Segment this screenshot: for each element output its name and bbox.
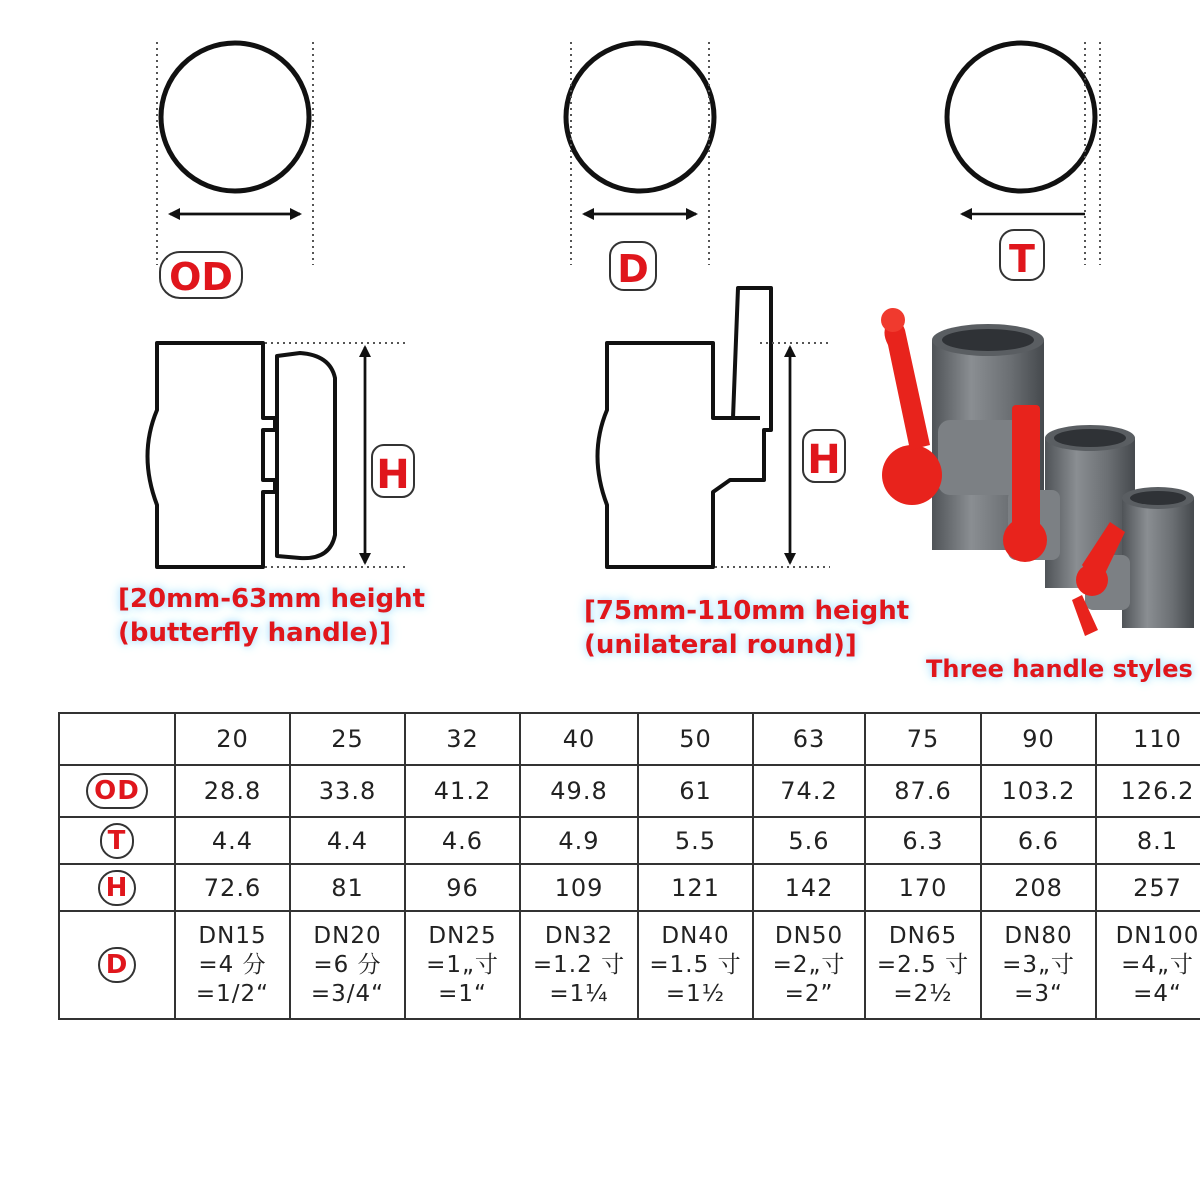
table-cell: 87.6 xyxy=(865,765,981,817)
valve-photo xyxy=(881,308,1194,636)
dn-value: DN100 xyxy=(1115,922,1200,949)
chinese-size: =1„寸 xyxy=(426,951,499,978)
svg-text:D: D xyxy=(617,247,649,291)
od-label xyxy=(160,252,242,299)
h-row xyxy=(59,864,1200,911)
t-label xyxy=(1000,230,1044,281)
chinese-size: =1.2 寸 xyxy=(532,951,626,978)
handle-styles-text: Three handle styles xyxy=(926,655,1193,683)
d-circle-figure xyxy=(566,42,714,265)
butterfly-valve-outline xyxy=(148,343,336,567)
table-cell xyxy=(981,911,1096,1019)
table-cell: 257 xyxy=(1096,864,1200,911)
size-cell: 32 xyxy=(405,713,520,765)
table-cell: 4.4 xyxy=(175,817,290,864)
table-cell: 96 xyxy=(405,864,520,911)
row-label-cell xyxy=(59,864,175,911)
chinese-size: =4 分 xyxy=(198,951,267,978)
row-label-cell xyxy=(59,817,175,864)
svg-text:H: H xyxy=(376,452,410,498)
inch-size: =2” xyxy=(784,980,834,1007)
size-cell: 63 xyxy=(753,713,865,765)
header-corner-cell xyxy=(59,713,175,765)
table-cell: 170 xyxy=(865,864,981,911)
table-cell: 6.3 xyxy=(865,817,981,864)
table-cell: 41.2 xyxy=(405,765,520,817)
table-cell xyxy=(865,911,981,1019)
od-row xyxy=(59,765,1200,817)
table-cell xyxy=(405,911,520,1019)
od-row-badge: OD xyxy=(86,773,148,809)
table-cell: 4.6 xyxy=(405,817,520,864)
svg-text:OD: OD xyxy=(169,255,233,299)
table-cell xyxy=(175,911,290,1019)
table-cell xyxy=(520,911,638,1019)
t-row xyxy=(59,817,1200,864)
chinese-size: =2„寸 xyxy=(772,951,846,978)
handle-styles-caption xyxy=(926,652,1193,686)
inch-size: =1½ xyxy=(665,980,726,1007)
dn-value: DN32 xyxy=(544,922,614,949)
table-cell: 72.6 xyxy=(175,864,290,911)
butterfly-h-label xyxy=(372,445,414,498)
dn-value: DN40 xyxy=(661,922,730,949)
dn-value: DN25 xyxy=(428,922,497,949)
chinese-size: =3„寸 xyxy=(1002,951,1075,978)
row-label-cell xyxy=(59,765,175,817)
table-cell: 121 xyxy=(638,864,753,911)
table-cell xyxy=(1096,911,1200,1019)
table-cell: 126.2 xyxy=(1096,765,1200,817)
inch-size: =3“ xyxy=(1014,980,1063,1007)
size-cell: 50 xyxy=(638,713,753,765)
table-cell: 61 xyxy=(638,765,753,817)
size-header-row xyxy=(59,713,1200,765)
table-cell: 28.8 xyxy=(175,765,290,817)
dn-value: DN15 xyxy=(198,922,267,949)
butterfly-caption xyxy=(118,582,425,650)
inch-size: =1¼ xyxy=(549,980,609,1007)
inch-size: =1/2“ xyxy=(195,980,270,1007)
size-cell: 40 xyxy=(520,713,638,765)
d-row xyxy=(59,911,1200,1019)
table-cell: 6.6 xyxy=(981,817,1096,864)
row-label-cell xyxy=(59,911,175,1019)
table-cell xyxy=(753,911,865,1019)
unilateral-caption xyxy=(584,594,909,662)
size-cell: 25 xyxy=(290,713,405,765)
chinese-size: =4„寸 xyxy=(1121,951,1194,978)
table-cell: 109 xyxy=(520,864,638,911)
h-row-badge: H xyxy=(98,870,137,906)
d-label xyxy=(610,242,656,291)
inch-size: =1“ xyxy=(438,980,487,1007)
chinese-size: =2.5 寸 xyxy=(876,951,970,978)
od-circle-figure xyxy=(157,42,313,265)
table-cell: 81 xyxy=(290,864,405,911)
butterfly-caption-line1: [20mm-63mm height xyxy=(118,584,426,614)
unilateral-caption-line1: [75mm-110mm height xyxy=(584,596,910,626)
table-cell: 142 xyxy=(753,864,865,911)
dn-value: DN80 xyxy=(1004,922,1073,949)
t-row-badge: T xyxy=(100,823,135,859)
table-cell: 103.2 xyxy=(981,765,1096,817)
dn-value: DN50 xyxy=(774,922,844,949)
table-cell: 49.8 xyxy=(520,765,638,817)
dn-value: DN20 xyxy=(313,922,382,949)
size-cell: 90 xyxy=(981,713,1096,765)
table-cell: 74.2 xyxy=(753,765,865,817)
unilateral-h-label xyxy=(803,430,845,483)
size-cell: 110 xyxy=(1096,713,1200,765)
inch-size: =4“ xyxy=(1133,980,1182,1007)
chinese-size: =1.5 寸 xyxy=(649,951,742,978)
unilateral-valve-outline xyxy=(598,288,772,567)
inch-size: =2½ xyxy=(893,980,953,1007)
inch-size: =3/4“ xyxy=(310,980,385,1007)
table-cell: 4.9 xyxy=(520,817,638,864)
table-cell: 5.5 xyxy=(638,817,753,864)
butterfly-caption-line2: (butterfly handle)] xyxy=(118,618,392,648)
svg-text:T: T xyxy=(1009,237,1035,281)
svg-text:H: H xyxy=(807,437,841,483)
specification-table xyxy=(58,712,1200,1020)
unilateral-caption-line2: (unilateral round)] xyxy=(584,630,857,660)
size-cell: 20 xyxy=(175,713,290,765)
size-cell: 75 xyxy=(865,713,981,765)
table-cell: 33.8 xyxy=(290,765,405,817)
d-row-badge: D xyxy=(98,947,137,983)
table-cell: 5.6 xyxy=(753,817,865,864)
chinese-size: =6 分 xyxy=(313,951,382,978)
table-cell xyxy=(638,911,753,1019)
table-cell xyxy=(290,911,405,1019)
table-cell: 208 xyxy=(981,864,1096,911)
table-cell: 8.1 xyxy=(1096,817,1200,864)
dn-value: DN65 xyxy=(888,922,958,949)
table-cell: 4.4 xyxy=(290,817,405,864)
